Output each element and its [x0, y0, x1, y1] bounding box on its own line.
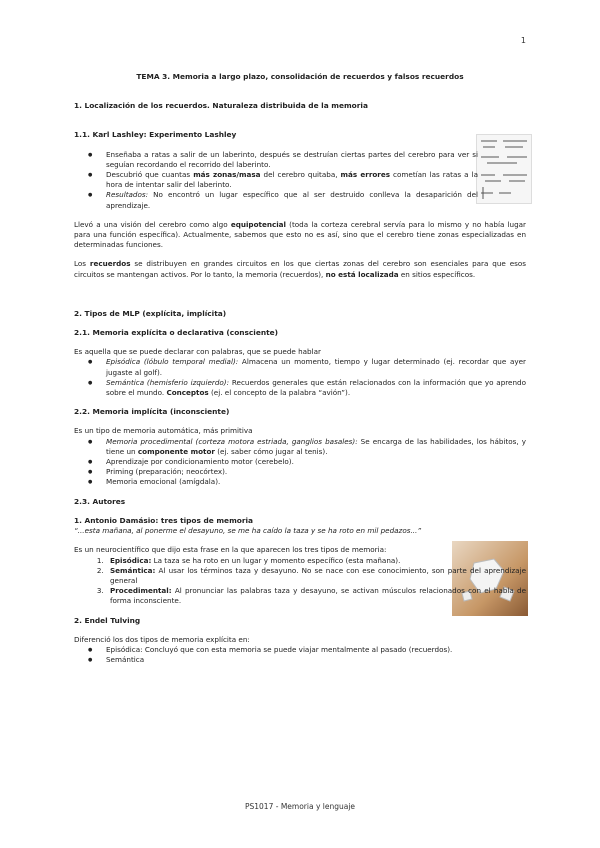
page-number: 1: [520, 36, 526, 45]
page-footer: PS1017 - Memoria y lenguaje: [244, 802, 356, 811]
list-item: ● Resultados: No encontró un lugar específico que al ser destruido conlleva la desaparición del aprendizaje.: [106, 190, 478, 210]
list-item: 2. Semántica: Al usar los términos taza y desayuno. No se nace con ese conocimiento, son parte del aprendizaje general: [106, 566, 526, 586]
document-title: TEMA 3. Memoria a largo plazo, consolidación de recuerdos y falsos recuerdos: [136, 72, 464, 81]
list-item: ● Semántica: [106, 655, 526, 665]
list-item: ● Episódica (lóbulo temporal medial): Almacena un momento, tiempo y lugar determinado (ej. recordar que ayer jugaste al golf).: [106, 357, 526, 377]
list-item: 1. Episódica: La taza se ha roto en un lugar y momento específico (esta mañana).: [106, 556, 526, 566]
damasio-list: [74, 556, 526, 607]
explicit-memory-list: [74, 357, 526, 398]
paragraph: Los recuerdos se distribuyen en grandes circuitos en los que ciertas zonas del cerebro son esenciales para que esos circuitos se mantengan activos. Por lo tanto, la memoria (recuerdos), no está localizada en sitios específicos.: [74, 259, 526, 279]
quote: “...esta mañana, al ponerme el desayuno, se me ha caído la taza y se ha roto en mil pedazos...”: [74, 526, 422, 536]
paragraph: Diferenció los dos tipos de memoria explícita en:: [74, 634, 250, 644]
tulving-list: [74, 645, 526, 665]
document-body: [74, 72, 526, 665]
section-2-2-heading: 2.2. Memoria implícita (inconsciente): [74, 407, 230, 417]
author-damasio-heading: 1. Antonio Damásio: tres tipos de memoria: [74, 515, 254, 525]
section-2-3-heading: 2.3. Autores: [74, 496, 126, 506]
list-item: ● Memoria procedimental (corteza motora estriada, ganglios basales): Se encarga de las habilidades, los hábitos, y tiene un componente motor (ej. saber cómo jugar al tenis).: [106, 437, 526, 457]
list-item: 3. Procedimental: Al pronunciar las palabras taza y desayuno, se activan músculos relacionados con el habla de forma inconsciente.: [106, 586, 526, 606]
list-item: ● Semántica (hemisferio izquierdo): Recuerdos generales que están relacionados con la información que yo aprendo sobre el mundo. Conceptos (ej. el concepto de la palabra “avión”).: [106, 378, 526, 398]
section-2-heading: 2. Tipos de MLP (explícita, implícita): [74, 308, 227, 318]
list-item: ● Descubrió que cuantas más zonas/masa del cerebro quitaba, más errores cometían las ratas a la hora de intentar salir del laberinto.: [106, 170, 478, 190]
section-2-1-heading: 2.1. Memoria explícita o declarativa (consciente): [74, 328, 279, 338]
lashley-list: [74, 150, 478, 211]
paragraph: Es aquella que se puede declarar con palabras, que se puede hablar: [74, 347, 321, 357]
list-item: ● Priming (preparación; neocórtex).: [106, 467, 526, 477]
paragraph: Llevó a una visión del cerebro como algo equipotencial (toda la corteza cerebral servía para lo mismo y no había lugar para una función específica). Actualmente, sabemos que esto no es así, sino que el cerebro tiene zonas especializadas en determinadas funciones.: [74, 219, 527, 250]
list-item: ● Memoria emocional (amígdala).: [106, 477, 526, 487]
list-item: ● Episódica: Concluyó que con esta memoria se puede viajar mentalmente al pasado (recuerdos).: [106, 645, 526, 655]
section-1-heading: 1. Localización de los recuerdos. Naturaleza distribuida de la memoria: [74, 101, 368, 111]
list-item: ● Enseñaba a ratas a salir de un laberinto, después se destruían ciertas partes del cerebro para ver si seguían recordando el recorrido del laberinto.: [106, 150, 478, 170]
paragraph: Es un neurocientífico que dijo esta frase en la que aparecen los tres tipos de memoria:: [74, 545, 387, 555]
paragraph: Es un tipo de memoria automática, más primitiva: [74, 426, 253, 436]
section-1-1-heading: 1.1. Karl Lashley: Experimento Lashley: [74, 130, 237, 140]
list-item: ● Aprendizaje por condicionamiento motor (cerebelo).: [106, 457, 526, 467]
implicit-memory-list: [74, 437, 526, 488]
author-tulving-heading: 2. Endel Tulving: [74, 615, 141, 625]
